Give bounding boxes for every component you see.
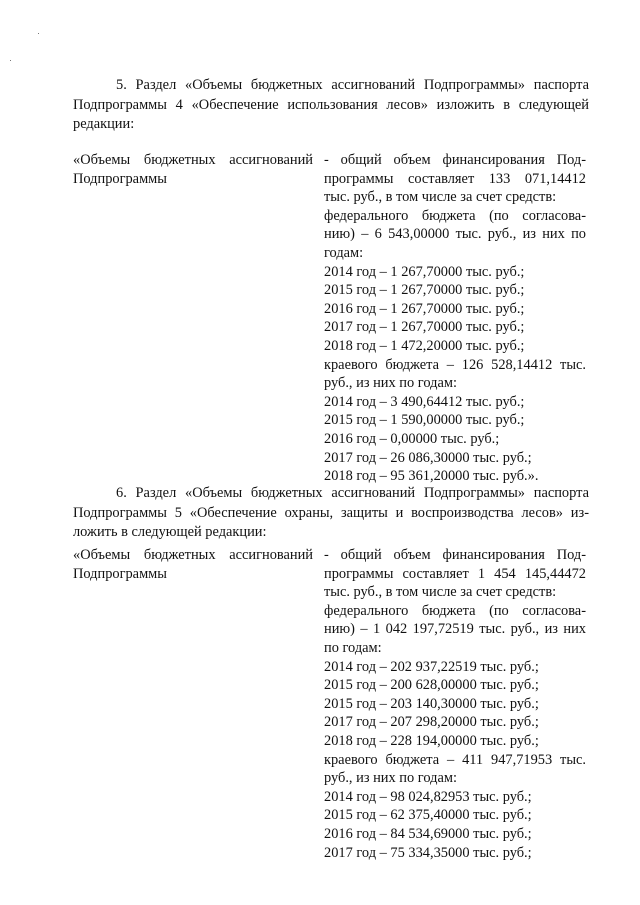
row-value-line: руб., из них по годам: xyxy=(324,770,457,787)
row-value-line: 2014 год – 202 937,22519 тыс. руб.; xyxy=(324,658,539,675)
row-value-line: 2016 год – 1 267,70000 тыс. руб.; xyxy=(324,300,525,317)
row-value-line: 2014 год – 98 024,82953 тыс. руб.; xyxy=(324,788,532,805)
row-value-line: - общий объем финансирования Под- xyxy=(324,547,586,563)
row-value-line: федерального бюджета (по согласова- xyxy=(324,207,586,224)
section6-intro-line: ложить в следующей редакции: xyxy=(73,524,267,540)
row-value-line: по годам: xyxy=(324,639,382,656)
row-value-line: 2015 год – 203 140,30000 тыс. руб.; xyxy=(324,695,539,712)
row-value-line: тыс. руб., в том числе за счет средств: xyxy=(324,189,557,206)
section5-intro xyxy=(73,76,589,135)
row-value-line: 2014 год – 3 490,64412 тыс. руб.; xyxy=(324,393,525,410)
row-label-line: Подпрограммы xyxy=(73,565,167,582)
row-value-line: 2015 год – 62 375,40000 тыс. руб.; xyxy=(324,807,532,824)
section5-row-label xyxy=(73,151,313,188)
row-value-line: краевого бюджета – 126 528,14412 тыс. xyxy=(324,356,586,373)
row-label-line: «Объемы бюджетных ассигнований xyxy=(73,152,313,168)
row-value-line: 2016 год – 0,00000 тыс. руб.; xyxy=(324,430,500,447)
row-value-line: - общий объем финансирования Под- xyxy=(324,152,586,168)
row-value-line: 2018 год – 1 472,20000 тыс. руб.; xyxy=(324,337,525,354)
row-value-line: нию) – 1 042 197,72519 тыс. руб., из них xyxy=(324,621,586,638)
section6-intro xyxy=(73,484,589,543)
row-value-line: руб., из них по годам: xyxy=(324,375,457,392)
row-value-line: годам: xyxy=(324,244,364,261)
row-value-line: 2018 год – 228 194,00000 тыс. руб.; xyxy=(324,732,539,749)
row-value-line: нию) – 6 543,00000 тыс. руб., из них по xyxy=(324,226,586,243)
section6-intro-line: Подпрограммы 5 «Обеспечение охраны, защиты и воспроизводства лесов» из- xyxy=(73,504,589,521)
row-value-line: федерального бюджета (по согласова- xyxy=(324,602,586,619)
scan-speck xyxy=(38,33,39,34)
section5-intro-line: Подпрограммы 4 «Обеспечение использования лесов» изложить в следующей xyxy=(73,96,589,113)
row-value-line: программы составляет 133 071,14412 xyxy=(324,170,586,187)
row-value-line: 2014 год – 1 267,70000 тыс. руб.; xyxy=(324,263,525,280)
row-value-line: 2017 год – 26 086,30000 тыс. руб.; xyxy=(324,449,532,466)
row-value-line: тыс. руб., в том числе за счет средств: xyxy=(324,584,557,601)
row-value-line: 2018 год – 95 361,20000 тыс. руб.». xyxy=(324,468,539,485)
row-value-line: 2015 год – 200 628,00000 тыс. руб.; xyxy=(324,677,539,694)
row-value-line: 2015 год – 1 590,00000 тыс. руб.; xyxy=(324,412,525,429)
row-value-line: 2017 год – 207 298,20000 тыс. руб.; xyxy=(324,714,539,731)
section5-intro-line: редакции: xyxy=(73,116,135,132)
row-value-line: 2015 год – 1 267,70000 тыс. руб.; xyxy=(324,282,525,299)
section6-row-value xyxy=(324,546,586,862)
section6-row-label xyxy=(73,546,313,583)
row-value-line: краевого бюджета – 411 947,71953 тыс. xyxy=(324,751,586,768)
row-value-line: 2016 год – 84 534,69000 тыс. руб.; xyxy=(324,825,532,842)
row-label-line: «Объемы бюджетных ассигнований xyxy=(73,547,313,563)
section5-row-value xyxy=(324,151,586,486)
section5-intro-line: 5. Раздел «Объемы бюджетных ассигнований Подпрограммы» паспорта xyxy=(116,77,589,93)
row-value-line: 2017 год – 75 334,35000 тыс. руб.; xyxy=(324,844,532,861)
row-value-line: программы составляет 1 454 145,44472 xyxy=(324,565,586,582)
scan-speck xyxy=(10,60,11,61)
section6-intro-line: 6. Раздел «Объемы бюджетных ассигнований Подпрограммы» паспорта xyxy=(116,485,589,501)
row-label-line: Подпрограммы xyxy=(73,170,167,187)
row-value-line: 2017 год – 1 267,70000 тыс. руб.; xyxy=(324,319,525,336)
